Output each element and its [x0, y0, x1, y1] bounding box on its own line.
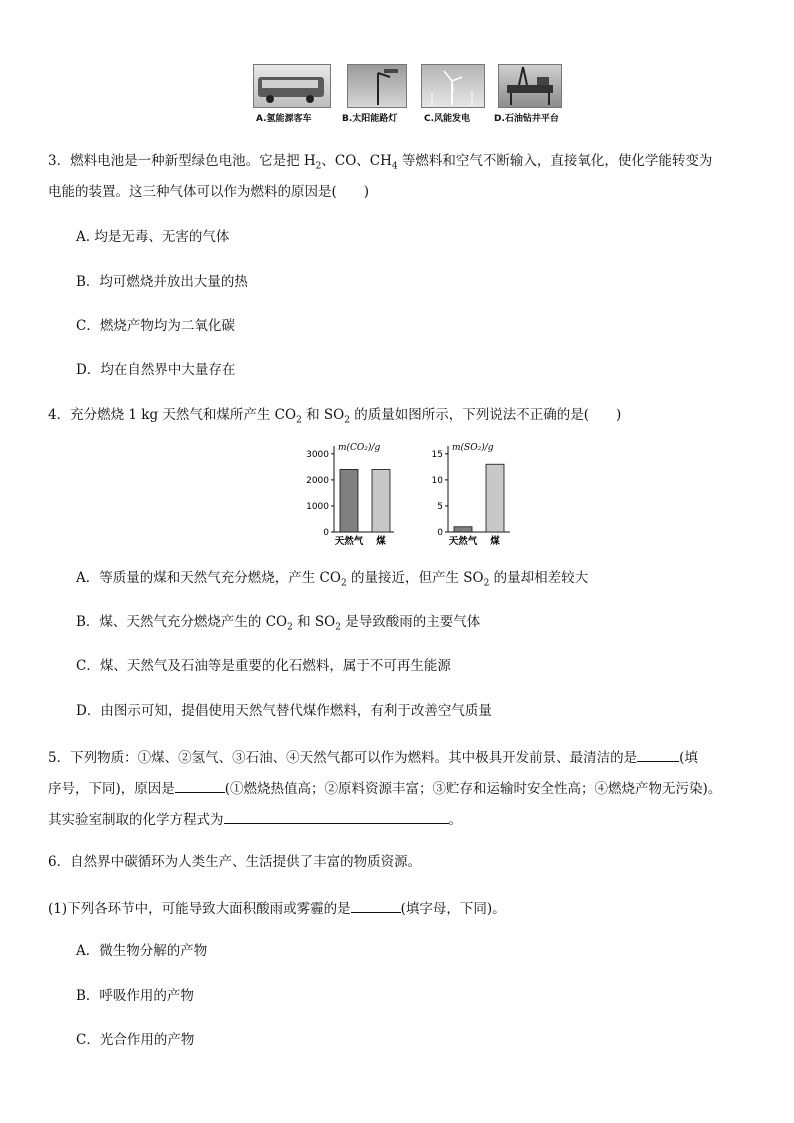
so2-chart — [432, 442, 510, 547]
q6-sub1: (1)下列各环节中，可能导致大面积酸雨或雾霾的是 (填字母，下同)。 — [48, 898, 506, 918]
q5-line1: 5．下列物质：①煤、②氢气、③石油、④天然气都可以作为燃料。其中极具开发前景、最清洁的是 (填 — [48, 747, 698, 767]
bus-icon — [253, 64, 331, 108]
y-tick-label: 2000 — [306, 475, 329, 486]
y-tick-label: 15 — [431, 449, 443, 460]
bar-煤 — [372, 469, 390, 532]
y-tick-label: 0 — [323, 528, 329, 538]
q3-option-b: B．均可燃烧并放出大量的热 — [76, 274, 248, 290]
q5-blank-1[interactable] — [637, 747, 679, 762]
q6-blank-1[interactable] — [351, 898, 401, 913]
q5-line2: 序号，下同)，原因是 (①燃烧热值高；②原料资源丰富；③贮存和运输时安全性高；④燃烧产物无污染)。 — [48, 778, 721, 798]
wind-turbine-icon — [421, 64, 485, 108]
q4-stem: 4．充分燃烧 1 kg 天然气和煤所产生 $CO_2$ 和 $SO_2$ 的质量如图所示，下列说法不正确的是( ) — [48, 407, 622, 426]
chart-title: m(SO₂)/g — [452, 443, 494, 453]
emissions-charts — [300, 440, 530, 548]
category-label: 煤 — [490, 536, 500, 547]
q3-option-c: C．燃烧产物均为二氧化碳 — [76, 318, 235, 334]
q3-option-a: A. 均是无毒、无害的气体 — [76, 229, 230, 245]
y-tick-label: 1000 — [306, 501, 329, 512]
q5-blank-3[interactable] — [224, 809, 449, 824]
q6-option-b: B．呼吸作用的产物 — [76, 988, 194, 1004]
co2-chart — [306, 442, 394, 547]
image-caption-c: C.风能发电 — [424, 114, 471, 124]
y-tick-label: 10 — [431, 475, 443, 486]
y-tick-label: 0 — [437, 528, 443, 538]
q3-stem-line2: 电能的装置。这三种气体可以作为燃料的原因是( ) — [48, 184, 370, 200]
bar-天然气 — [454, 527, 472, 532]
q3-option-d: D．均在自然界中大量存在 — [76, 362, 236, 378]
q6-option-c: C．光合作用的产物 — [76, 1032, 195, 1048]
q4-option-c: C．煤、天然气及石油等是重要的化石燃料，属于不可再生能源 — [76, 658, 451, 674]
image-caption-a: A.氢能源客车 — [256, 114, 312, 124]
y-tick-label: 3000 — [306, 449, 329, 460]
image-caption-d: D.石油钻井平台 — [494, 114, 559, 124]
q5-line3: 其实验室制取的化学方程式为 。 — [48, 809, 462, 829]
category-label: 煤 — [376, 536, 386, 547]
q4-option-d: D．由图示可知，提倡使用天然气替代煤作燃料，有利于改善空气质量 — [76, 703, 492, 719]
image-caption-b: B.太阳能路灯 — [342, 114, 398, 124]
q6-stem: 6．自然界中碳循环为人类生产、生活提供了丰富的物质资源。 — [48, 854, 422, 870]
q4-option-b: B．煤、天然气充分燃烧产生的 $CO_2$ 和 $SO_2$ 是导致酸雨的主要气体 — [76, 614, 481, 633]
bar-天然气 — [340, 469, 358, 532]
oil-platform-icon — [498, 64, 562, 108]
category-label: 天然气 — [334, 536, 364, 547]
streetlight-icon — [347, 64, 407, 108]
q6-option-a: A．微生物分解的产物 — [76, 943, 208, 959]
y-tick-label: 5 — [437, 501, 443, 512]
bar-煤 — [486, 464, 504, 532]
q4-option-a: A．等质量的煤和天然气充分燃烧，产生 $CO_2$ 的量接近，但产生 $SO_2$ 的量却相差较大 — [76, 570, 589, 589]
category-label: 天然气 — [448, 536, 478, 547]
chart-title: m(CO₂)/g — [338, 443, 381, 453]
q5-blank-2[interactable] — [175, 778, 225, 793]
q3-stem-line1: 3．燃料电池是一种新型绿色电池。它是把 $H_2$、CO、$CH_4$ 等燃料和空气不断输入，直接氧化，使化学能转变为 — [48, 153, 713, 172]
